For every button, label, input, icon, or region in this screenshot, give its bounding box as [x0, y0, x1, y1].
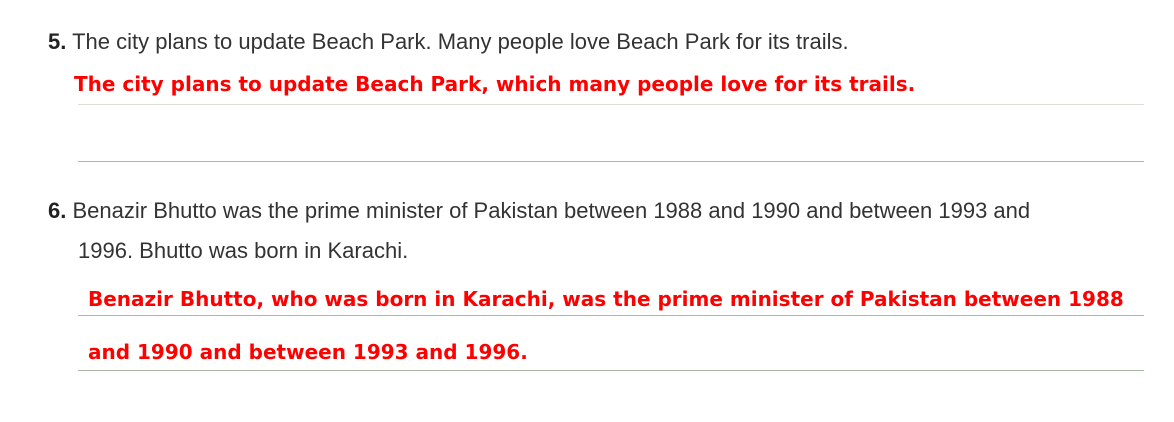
question-number: 6. [48, 198, 67, 223]
answer-6-line-1: Benazir Bhutto, who was born in Karachi, was the prime minister of Pakistan between 1988 [88, 287, 1124, 311]
answer-line-rule [78, 370, 1144, 371]
question-5 [48, 29, 849, 55]
answer-5: The city plans to update Beach Park, which many people love for its trails. [74, 72, 916, 96]
answer-line-rule [78, 315, 1144, 316]
question-prompt-line-2: 1996. Bhutto was born in Karachi. [78, 238, 409, 263]
answer-line-rule [78, 161, 1144, 162]
question-number: 5. [48, 29, 67, 54]
question-prompt: The city plans to update Beach Park. Many people love Beach Park for its trails. [72, 29, 849, 54]
answer-line-rule [78, 104, 1144, 105]
question-prompt-line-1: Benazir Bhutto was the prime minister of Pakistan between 1988 and 1990 and between 1993 and [72, 198, 1031, 223]
answer-6-line-2: and 1990 and between 1993 and 1996. [88, 340, 528, 364]
question-6 [48, 198, 1030, 224]
